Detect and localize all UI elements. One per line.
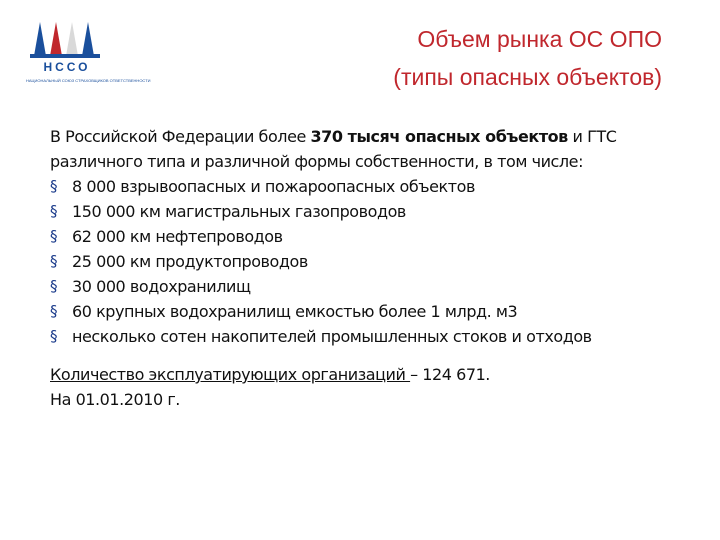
list-item: [50, 249, 690, 274]
nsso-logo: [24, 16, 151, 88]
logo-emblem-icon: [24, 16, 110, 60]
bullet-icon: §: [50, 177, 58, 195]
list-item: [50, 299, 690, 324]
list-item-text: несколько сотен накопителей промышленных стоков и отходов: [72, 327, 592, 346]
bullet-list: [50, 174, 690, 349]
list-item: [50, 199, 690, 224]
intro-paragraph: [50, 124, 690, 174]
bullet-icon: §: [50, 327, 58, 345]
list-item-text: 25 000 км продуктопроводов: [72, 252, 308, 271]
as-of-date: На 01.01.2010 г.: [50, 390, 180, 409]
footer-note: [50, 362, 690, 412]
list-item: [50, 324, 690, 349]
bullet-icon: §: [50, 302, 58, 320]
list-item-text: 150 000 км магистральных газопроводов: [72, 202, 406, 221]
organizations-value: – 124 671.: [410, 365, 490, 384]
bullet-icon: §: [50, 202, 58, 220]
bullet-icon: §: [50, 227, 58, 245]
list-item: [50, 274, 690, 299]
list-item-text: 30 000 водохранилищ: [72, 277, 251, 296]
title-line-1: Объем рынка ОС ОПО: [417, 26, 662, 52]
logo-text: НССО: [43, 60, 91, 74]
list-item-text: 60 крупных водохранилищ емкостью более 1 млрд. м3: [72, 302, 518, 321]
slide-title: [393, 20, 662, 96]
organizations-count: [50, 362, 690, 387]
bullet-icon: §: [50, 277, 58, 295]
list-item-text: 8 000 взрывоопасных и пожароопасных объектов: [72, 177, 475, 196]
logo-subtitle: НАЦИОНАЛЬНЫЙ СОЮЗ СТРАХОВЩИКОВ ОТВЕТСТВЕННОСТИ: [26, 78, 151, 83]
title-line-2: (типы опасных объектов): [393, 64, 662, 90]
intro-suffix: и ГТС различного типа и различной формы собственности, в том числе:: [50, 127, 617, 171]
list-item: [50, 174, 690, 199]
list-item-text: 62 000 км нефтепроводов: [72, 227, 283, 246]
organizations-label: Количество эксплуатирующих организаций: [50, 365, 411, 384]
intro-bold: 370 тысяч опасных объектов: [310, 127, 568, 146]
bullet-icon: §: [50, 252, 58, 270]
intro-prefix: В Российской Федерации более: [50, 127, 311, 146]
slide-body: [50, 124, 690, 412]
list-item: [50, 224, 690, 249]
